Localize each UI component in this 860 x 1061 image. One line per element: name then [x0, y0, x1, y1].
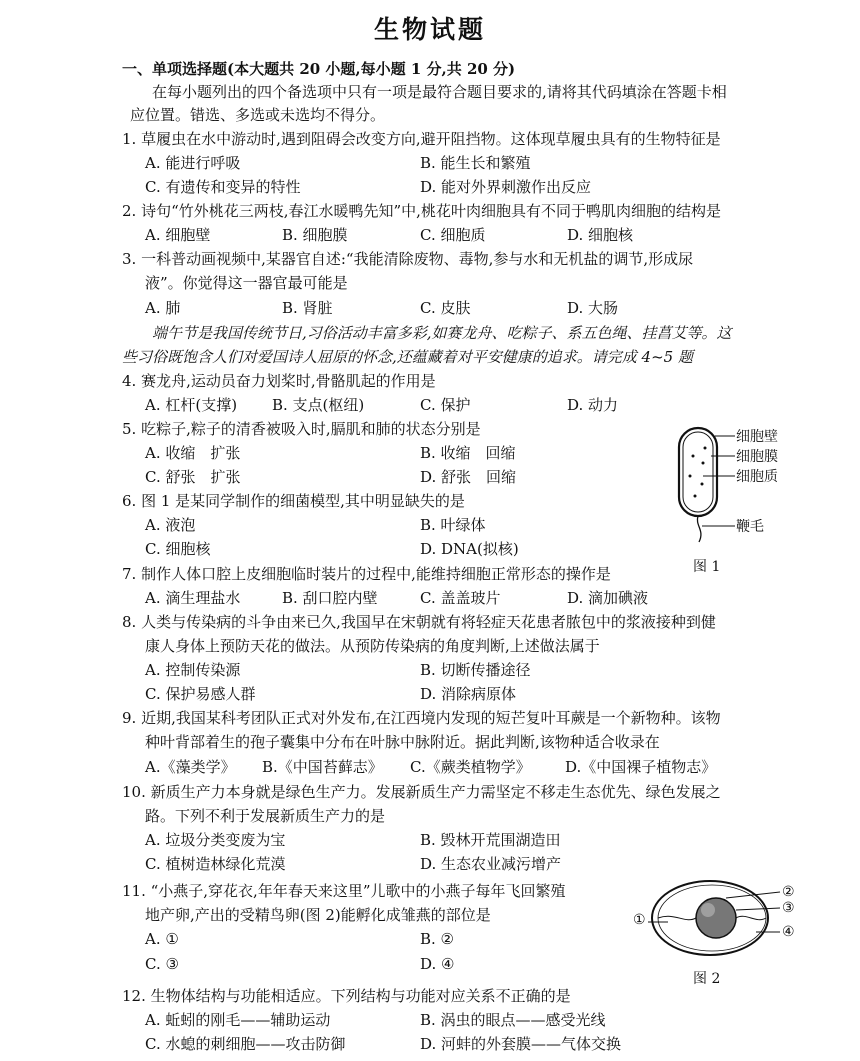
question-11-option-a: A. ① [145, 930, 179, 948]
figure-2-caption: 图 2 [693, 971, 721, 987]
question-4-option-c: C. 保护 [420, 396, 471, 414]
question-8-stem-line-1: 8. 人类与传染病的斗争由来已久,我国早在宋朝就有将轻症天花患者脓包中的浆液接种到健 [122, 613, 716, 631]
question-6-stem: 6. 图 1 是某同学制作的细菌模型,其中明显缺失的是 [122, 492, 465, 510]
figure-2-label-3: ③ [782, 900, 795, 916]
question-7-option-c: C. 盖盖玻片 [420, 589, 501, 607]
figure-2-label-1: ① [633, 912, 646, 928]
question-8-option-a: A. 控制传染源 [145, 661, 241, 679]
question-11-option-c: C. ③ [145, 955, 179, 973]
question-4-stem: 4. 赛龙舟,运动员奋力划桨时,骨骼肌起的作用是 [122, 372, 436, 390]
question-2-option-c: C. 细胞质 [420, 226, 486, 244]
question-5-stem: 5. 吃粽子,粽子的清香被吸入时,膈肌和肺的状态分别是 [122, 420, 481, 438]
question-1-option-b: B. 能生长和繁殖 [420, 154, 531, 172]
question-4-option-a: A. 杠杆(支撑) [145, 396, 238, 414]
figure-2-label-4: ④ [782, 924, 795, 940]
figure-1-label-cytoplasm: 细胞质 [736, 469, 778, 485]
figure-2-bird-egg [630, 874, 790, 964]
question-8-stem-line-2: 康人身体上预防天花的做法。从预防传染病的角度判断,上述做法属于 [145, 637, 600, 655]
question-7-option-a: A. 滴生理盐水 [145, 589, 241, 607]
question-3-option-c: C. 皮肤 [420, 299, 471, 317]
section-heading: 一、单项选择题(本大题共 20 小题,每小题 1 分,共 20 分) [122, 60, 516, 78]
question-8-option-c: C. 保护易感人群 [145, 685, 256, 703]
question-12-stem: 12. 生物体结构与功能相适应。下列结构与功能对应关系不正确的是 [122, 987, 571, 1005]
question-3-option-a: A. 肺 [145, 299, 181, 317]
question-8-option-b: B. 切断传播途径 [420, 661, 531, 679]
question-12-option-b: B. 涡虫的眼点——感受光线 [420, 1011, 606, 1029]
passage-line-1: 端午节是我国传统节日,习俗活动丰富多彩,如赛龙舟、吃粽子、系五色绳、挂菖艾等。这 [152, 324, 732, 342]
question-6-option-c: C. 细胞核 [145, 540, 211, 558]
question-10-stem-line-1: 10. 新质生产力本身就是绿色生产力。发展新质生产力需坚定不移走生态优先、绿色发展之 [122, 783, 721, 801]
passage-line-2: 些习俗既饱含人们对爱国诗人屈原的怀念,还蕴藏着对平安健康的追求。请完成 4~5 题 [122, 348, 693, 366]
question-7-stem: 7. 制作人体口腔上皮细胞临时装片的过程中,能维持细胞正常形态的操作是 [122, 565, 611, 583]
question-6-option-b: B. 叶绿体 [420, 516, 486, 534]
instruction-line-2: 应位置。错选、多选或未选均不得分。 [130, 106, 386, 124]
page-title: 生物试题 [373, 15, 486, 44]
question-12-option-d: D. 河蚌的外套膜——气体交换 [420, 1035, 622, 1053]
question-4-option-d: D. 动力 [567, 396, 619, 414]
question-2-stem: 2. 诗句“竹外桃花三两枝,春江水暖鸭先知”中,桃花叶肉细胞具有不同于鸭肌肉细胞的结构是 [122, 202, 721, 220]
question-9-stem-line-2: 种叶背部着生的孢子囊集中分布在叶脉中脉附近。据此判断,该物种适合收录在 [145, 733, 660, 751]
question-7-option-b: B. 刮口腔内壁 [282, 589, 378, 607]
question-9-option-b: B.《中国苔藓志》 [262, 758, 383, 776]
instruction-line-1: 在每小题列出的四个备选项中只有一项是最符合题目要求的,请将其代码填涂在答题卡相 [152, 83, 727, 101]
cell-membrane-shape [683, 432, 713, 512]
question-10-option-c: C. 植树造林绿化荒漠 [145, 855, 286, 873]
question-3-stem-line-1: 3. 一科普动画视频中,某器官自述:“我能清除废物、毒物,参与水和无机盐的调节,形成尿 [122, 250, 694, 268]
figure-1-caption: 图 1 [693, 559, 721, 575]
question-5-option-c: C. 舒张 扩张 [145, 468, 241, 486]
question-9-stem-line-1: 9. 近期,我国某科考团队正式对外发布,在江西境内发现的短芒复叶耳蕨是一个新物种。该物 [122, 709, 721, 727]
question-1-option-c: C. 有遗传和变异的特性 [145, 178, 301, 196]
question-1-stem: 1. 草履虫在水中游动时,遇到阻碍会改变方向,避开阻挡物。这体现草履虫具有的生物特征是 [122, 130, 721, 148]
question-8-option-d: D. 消除病原体 [420, 685, 517, 703]
question-6-option-d: D. DNA(拟核) [420, 540, 519, 558]
question-6-option-a: A. 液泡 [145, 516, 196, 534]
question-9-option-c: C.《蕨类植物学》 [410, 758, 531, 776]
yolk-shape [696, 898, 736, 938]
question-10-option-a: A. 垃圾分类变废为宝 [145, 831, 286, 849]
egg-diagram [630, 874, 790, 964]
figure-2-label-2: ② [782, 884, 795, 900]
question-10-option-d: D. 生态农业减污增产 [420, 855, 562, 873]
question-3-option-d: D. 大肠 [567, 299, 619, 317]
question-11-option-d: D. ④ [420, 955, 455, 973]
question-1-option-d: D. 能对外界刺激作出反应 [420, 178, 592, 196]
question-10-stem-line-2: 路。下列不利于发展新质生产力的是 [145, 807, 386, 825]
question-3-stem-line-2: 液”。你觉得这一器官最可能是 [145, 274, 348, 292]
question-10-option-b: B. 毁林开荒围湖造田 [420, 831, 561, 849]
figure-1-label-flagellum: 鞭毛 [736, 519, 764, 535]
question-4-option-b: B. 支点(枢纽) [272, 396, 365, 414]
question-2-option-b: B. 细胞膜 [282, 226, 348, 244]
question-11-stem-line-1: 11. “小燕子,穿花衣,年年春天来这里”儿歌中的小燕子每年飞回繁殖 [122, 882, 566, 900]
question-3-option-b: B. 肾脏 [282, 299, 333, 317]
question-9-option-d: D.《中国裸子植物志》 [565, 758, 717, 776]
question-5-option-d: D. 舒张 回缩 [420, 468, 517, 486]
question-12-option-a: A. 蚯蚓的刚毛——辅助运动 [145, 1011, 331, 1029]
question-7-option-d: D. 滴加碘液 [567, 589, 649, 607]
question-12-option-c: C. 水螅的刺细胞——攻击防御 [145, 1035, 346, 1053]
question-1-option-a: A. 能进行呼吸 [145, 154, 241, 172]
question-5-option-a: A. 收缩 扩张 [145, 444, 241, 462]
cell-wall-shape [679, 428, 717, 516]
question-2-option-a: A. 细胞壁 [145, 226, 211, 244]
flagellum-shape [697, 516, 701, 542]
question-11-option-b: B. ② [420, 930, 455, 948]
question-5-option-b: B. 收缩 回缩 [420, 444, 516, 462]
question-2-option-d: D. 细胞核 [567, 226, 634, 244]
question-11-stem-line-2: 地产卵,产出的受精鸟卵(图 2)能孵化成雏燕的部位是 [145, 906, 491, 924]
figure-1-label-cell-wall: 细胞壁 [736, 429, 778, 445]
figure-1-label-cell-membrane: 细胞膜 [736, 449, 778, 465]
question-9-option-a: A.《藻类学》 [145, 758, 236, 776]
